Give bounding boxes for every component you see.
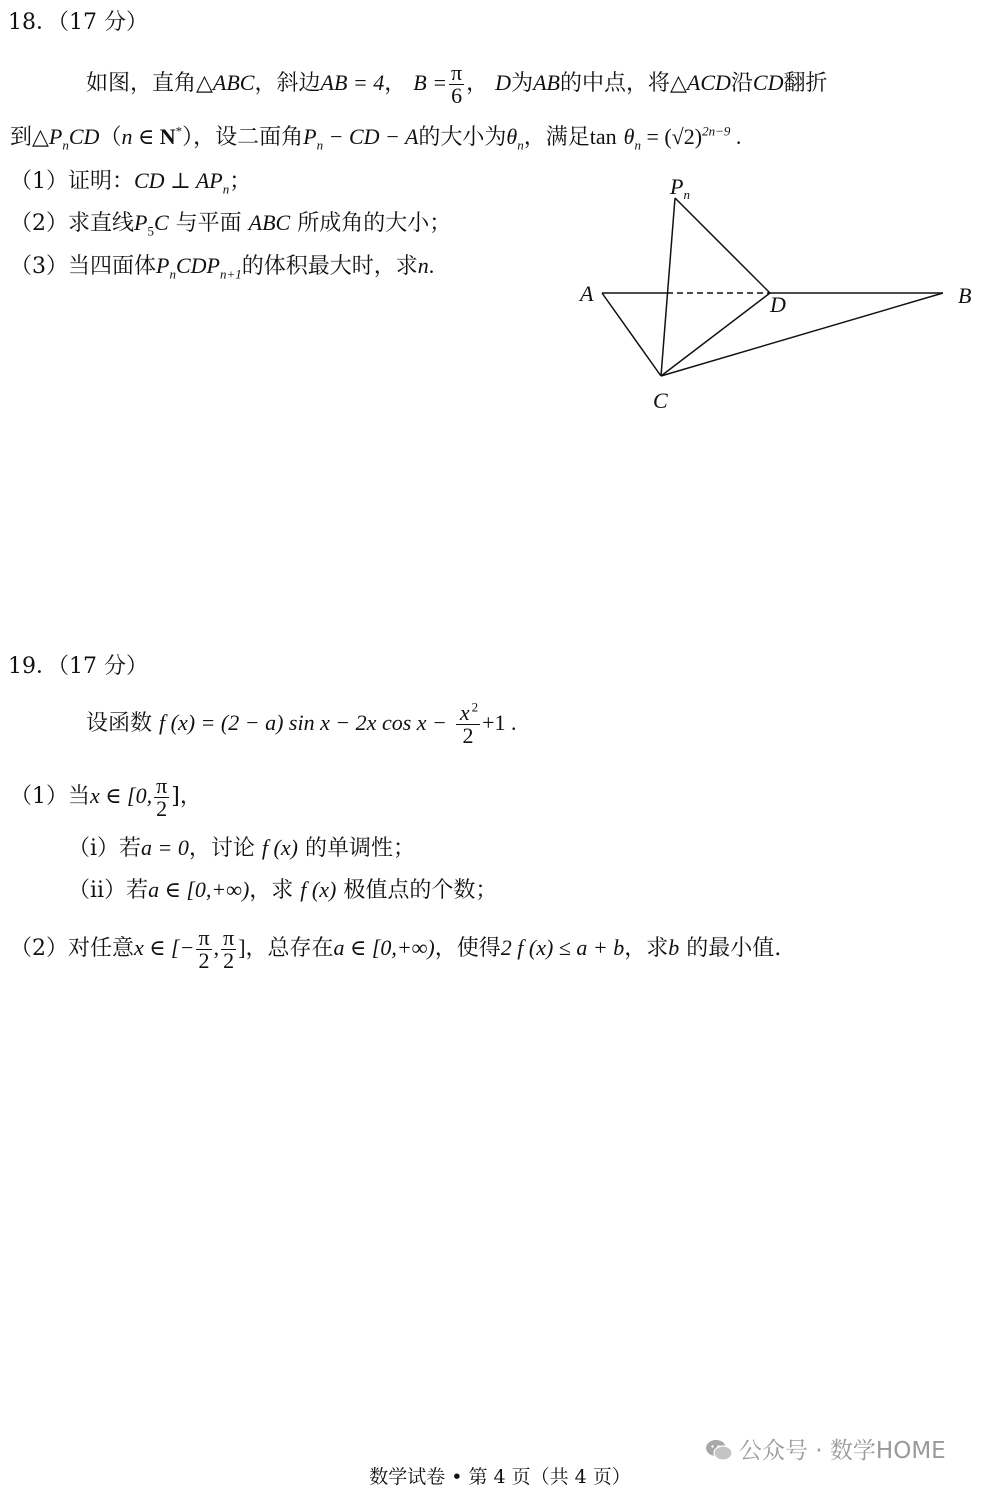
q18-stem-line1: 如图，直角△ABC，斜边AB = 4， B = $\frac{\pi}{6}$ ， D为AB的中点，将△ACD沿CD翻折: [86, 59, 828, 108]
edge-cb: [661, 293, 943, 376]
q19-header: 19．（17 分）: [8, 654, 148, 679]
edge-ac: [602, 293, 661, 376]
label-a: A: [580, 281, 594, 306]
edge-pc: [661, 198, 675, 376]
q18-part2: （2）求直线$P_5C$ 与平面 ABC 所成角的大小；: [10, 210, 452, 239]
label-p: $P_n$: [670, 174, 690, 202]
fraction-pi-over-6: $\frac{\pi}{6}$: [451, 59, 463, 108]
q19-part2: （2）对任意x ∈ [− $\frac{\pi}{2}$ , $\frac{\pi}{2}$ ]，总存在a ∈ [0,+∞)，使得2 f (x) ≤ a + b，求b 的最小值.: [10, 924, 782, 973]
q19-sub1: （i）若a = 0，讨论 f (x) 的单调性；: [68, 835, 415, 861]
tetrahedron-figure: [570, 168, 990, 418]
label-c: C: [653, 388, 668, 413]
watermark-text: 公众号 · 数学HOME: [739, 1438, 946, 1464]
q19-part1: （1）当x ∈ [0, $\frac{\pi}{2}$ ]，: [10, 772, 202, 821]
label-d: D: [770, 292, 786, 317]
fraction-pi-over-2: $\frac{\pi}{2}$: [156, 772, 168, 821]
q19-sub2: （ii）若a ∈ [0,+∞)，求 f (x) 极值点的个数；: [68, 877, 498, 903]
watermark: [705, 1432, 946, 1465]
q19-stem: 设函数 f (x) = (2 − a) sin x − 2x cos x − $\frac{x ^2}{2}$ +1 .: [86, 699, 517, 748]
wechat-icon: [705, 1439, 733, 1461]
q18-stem-line2: 到$\triangle P_nCD(n$ ∈ N*），设二面角$P_n$ − CD − A的大小为$\theta_n$，满足$\tan \theta_n = (√2)^{2n-9}$ .: [10, 123, 742, 153]
q18-part3: （3）当四面体$P_nCDP_{n+1}$的体积最大时，求n.: [10, 253, 435, 282]
edge-cd: [661, 293, 770, 376]
fraction-pi-over-2-b: $\frac{\pi}{2}$: [223, 924, 235, 973]
q18-part1: （1）证明：CD ⊥ $AP_n$；: [10, 168, 252, 197]
edge-pd: [675, 198, 770, 293]
fraction-neg-pi-over-2: $\frac{\pi}{2}$: [198, 924, 210, 973]
q18-header: 18．（17 分）: [8, 10, 148, 35]
label-b: B: [958, 283, 972, 308]
fraction-x-squared-over-2: $\frac{x ^2}{2}$: [456, 702, 480, 747]
page-footer: 数学试卷 • 第 4 页（共 4 页）: [369, 1466, 631, 1488]
